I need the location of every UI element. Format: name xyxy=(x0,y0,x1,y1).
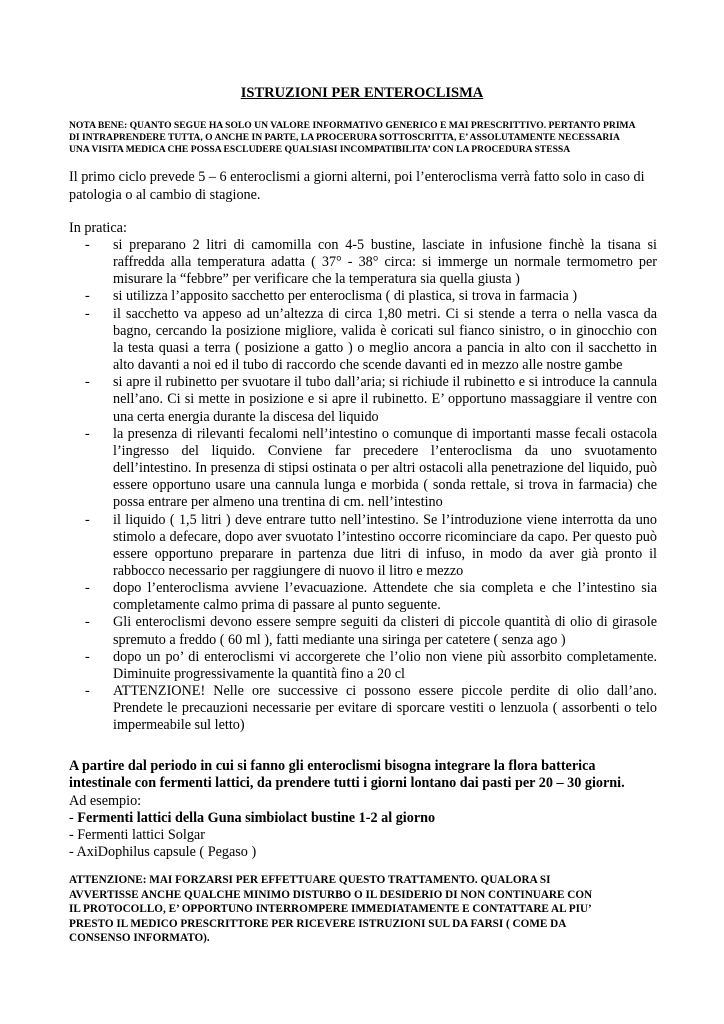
example-label: Ad esempio: xyxy=(69,792,142,809)
step-text: dopo l’enteroclisma avviene l’evacuazione. Attendete che sia completa e che l’intestino sia completamente calmo prima di passare al punto seguente. xyxy=(113,580,657,614)
warning-line: PRESTO IL MEDICO PRESCRITTORE PER RICEVERE ISTRUZIONI SUL DA FARSI ( COME DA xyxy=(69,917,567,930)
step-text: si preparano 2 litri di camomilla con 4-5 bustine, lasciate in infusione finchè la tisana si raffredda alla temperatura adatta ( 37° - 38° circa: si immerge un normale termometro per misurare la “febbre” per verificare che la temperatura sia quella giusta ) xyxy=(113,237,657,288)
step-text: si apre il rubinetto per svuotare il tubo dall’aria; si richiude il rubinetto e si introduce la cannula nell’ano. Ci si mette in posizione e si apre il rubinetto. E’ opportuno massaggiare il ventre con una certa energia durante la discesa del liquido xyxy=(113,374,657,425)
page-title: ISTRUZIONI PER ENTEROCLISMA xyxy=(240,85,484,101)
bullet-dash: - xyxy=(85,374,90,391)
nota-bene-line: UNA VISITA MEDICA CHE POSSA ESCLUDERE QUALSIASI INCOMPATIBILITA’ CON LA PROCEDURA STESSA xyxy=(69,144,571,155)
bullet-dash: - xyxy=(85,580,90,597)
step-text: ATTENZIONE! Nelle ore successive ci possono essere piccole perdite di olio dall’ano. Prendete le precauzioni necessarie per evitare di sporcare vestiti o lenzuola ( assorbenti o telo impermeabile sul letto) xyxy=(113,683,657,734)
step-text: il liquido ( 1,5 litri ) deve entrare tutto nell’intestino. Se l’introduzione viene interrotta da uno stimolo a defecare, dopo aver svuotato l’intestino occorre ricominciare da capo. Per questo può essere opportuno preparare in partenza due litri di infuso, in modo da aver già pronto il rabbocco necessario per raggiungere di nuovo il litro e mezzo xyxy=(113,511,657,579)
step-text: la presenza di rilevanti fecalomi nell’intestino o comunque di importanti masse fecali ostacola l’ingresso del liquido. Conviene far precedere l’enteroclisma da uno svuotamento dell’intestino. In presenza di stipsi ostinata o per altri ostacoli alla penetrazione del liquido, può essere opportuno usare una cannula lunga e morbida ( sonda rettale, si trova in farmacia) che possa entrare per almeno una trentina di cm. nell’intestino xyxy=(113,425,657,511)
steps-list xyxy=(85,237,657,735)
step-item xyxy=(85,426,657,512)
step-text: si utilizza l’apposito sacchetto per enteroclisma ( di plastica, si trova in farmacia ) xyxy=(113,288,578,305)
bullet-dash: - xyxy=(85,425,90,442)
step-item xyxy=(85,614,657,648)
step-item xyxy=(85,237,657,288)
attenzione-warning xyxy=(69,873,669,946)
bullet-dash: - xyxy=(85,614,90,631)
in-pratica-label: In pratica: xyxy=(69,220,127,236)
step-text: dopo un po’ di enteroclismi vi accorgerete che l’olio non viene più assorbito completamente. Diminuite progressivamente la quantità fino a 20 cl xyxy=(113,648,657,682)
step-text: Gli enteroclismi devono essere sempre seguiti da clisteri di piccole quantità di olio di girasole spremuto a freddo ( 60 ml ), fatti mediante una siringa per catetere ( senza ago ) xyxy=(113,614,657,648)
step-item xyxy=(85,683,657,734)
example-item: - Fermenti lattici Solgar xyxy=(69,827,205,844)
warning-line: AVVERTISSE ANCHE QUALCHE MINIMO DISTURBO O IL DESIDERIO DI NON CONTINUARE CON xyxy=(69,888,593,901)
example-item: - AxiDophilus capsule ( Pegaso ) xyxy=(69,844,257,861)
flora-heading-line: A partire dal periodo in cui si fanno gli enteroclismi bisogna integrare la flora batterica xyxy=(69,758,596,774)
bullet-dash: - xyxy=(85,288,90,305)
flora-section xyxy=(69,758,669,862)
bullet-dash: - xyxy=(85,305,90,322)
warning-line: IL PROTOCOLLO, E’ OPPORTUNO INTERROMPERE IMMEDIATAMENTE E CONTATTARE AL PIU’ xyxy=(69,903,592,916)
bullet-dash: - xyxy=(85,648,90,665)
warning-line: CONSENSO INFORMATO). xyxy=(69,932,210,945)
step-item xyxy=(85,580,657,614)
step-item xyxy=(85,649,657,683)
step-item xyxy=(85,374,657,425)
example-item-prefix: - xyxy=(69,809,78,826)
bullet-dash: - xyxy=(85,237,90,253)
nota-bene-notice xyxy=(69,120,659,156)
bullet-dash: - xyxy=(85,683,90,700)
nota-bene-line: NOTA BENE: QUANTO SEGUE HA SOLO UN VALORE INFORMATIVO GENERICO E MAI PRESCRITTIVO. PERTANTO PRIMA xyxy=(69,120,636,131)
example-item xyxy=(69,810,669,827)
step-item xyxy=(85,306,657,375)
step-text: il sacchetto va appeso ad un’altezza di circa 1,80 metri. Ci si stende a terra o nella vasca da bagno, cercando la posizione migliore, valida è coricati sul fianco sinistro, o in ginocchio con la testa quasi a terra ( posizione a gatto ) o meglio ancora a pancia in alto con il sacchetto in alto davanti a noi ed il tubo di raccordo che scende davanti ed in mezzo alle nostre gambe xyxy=(113,305,657,374)
flora-heading-line: intestinale con fermenti lattici, da prendere tutti i giorni lontano dai pasti per 20 – 30 giorni. xyxy=(69,775,625,792)
warning-line: ATTENZIONE: MAI FORZARSI PER EFFETTUARE QUESTO TRATTAMENTO. QUALORA SI xyxy=(69,874,551,886)
step-item xyxy=(85,512,657,581)
intro-paragraph: Il primo ciclo prevede 5 – 6 enteroclismi a giorni alterni, poi l’enteroclisma verrà fatto solo in caso di patologia o al cambio di stagione. xyxy=(69,169,645,203)
step-item xyxy=(85,288,657,305)
example-item-bold: Fermenti lattici della Guna simbiolact bustine 1-2 al giorno xyxy=(77,809,436,826)
nota-bene-line: DI INTRAPRENDERE TUTTA, O ANCHE IN PARTE, LA PROCERURA SOTTOSCRITTA, E’ ASSOLUTAMENTE NECESSARIA xyxy=(69,132,620,143)
bullet-dash: - xyxy=(85,511,90,528)
